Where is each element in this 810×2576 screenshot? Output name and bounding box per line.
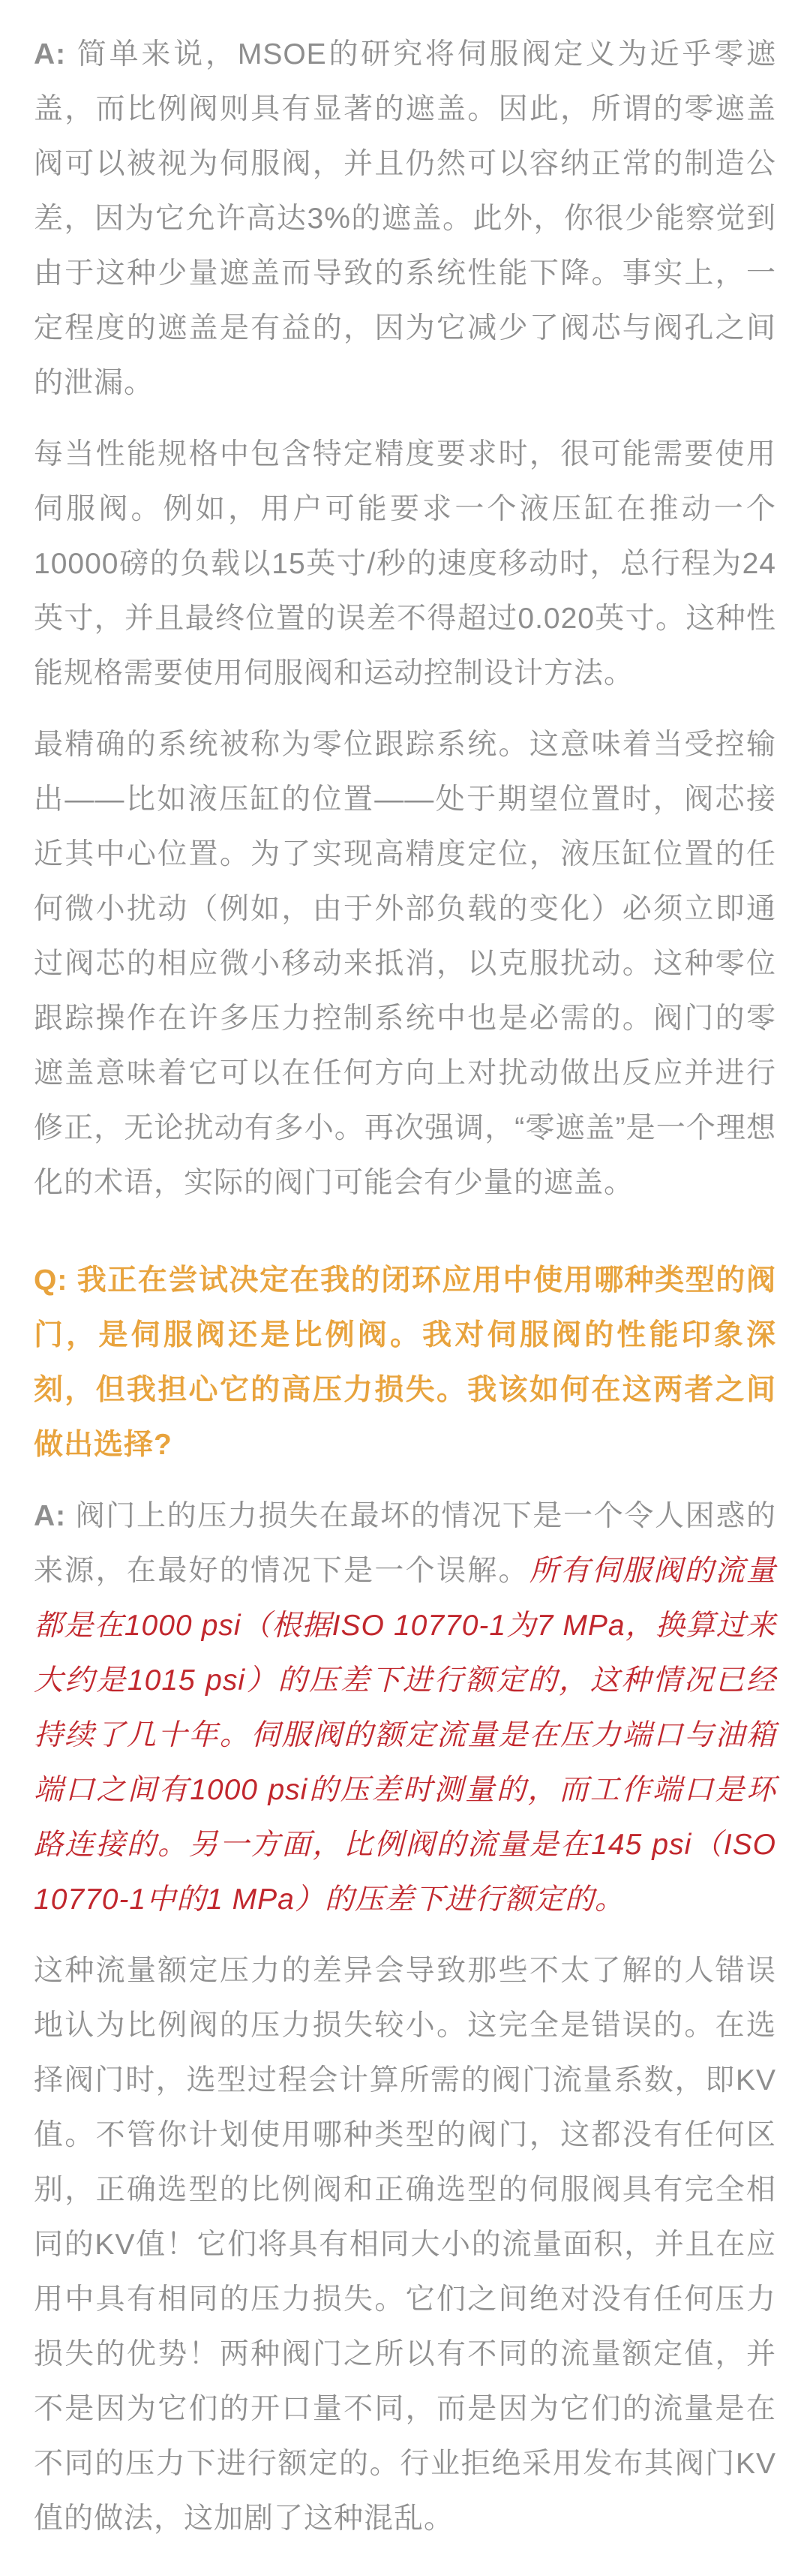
answer1-paragraph-1 (34, 27, 776, 410)
answer2-text-2: 这种流量额定压力的差异会导致那些不太了解的人错误地认为比例阀的压力损失较小。这完全是错误的。在选择阀门时，选型过程会计算所需的阀门流量系数，即KV值。不管你计划使用哪种类型的阀门，这都没有任何区别，正确选型的比例阀和正确选型的伺服阀具有完全相同的KV值！它们将具有相同大小的流量面积，并且在应用中具有相同的压力损失。它们之间绝对没有任何压力损失的优势！两种阀门之所以有不同的流量额定值，并不是因为它们的开口量不同，而是因为它们的流量是在不同的压力下进行额定的。行业拒绝采用发布其阀门KV值的做法，这加剧了这种混乱。 (34, 1955, 776, 2535)
answer2-paragraph-2 (34, 1943, 776, 2546)
answer1-paragraph-3 (34, 717, 776, 1210)
answer1-text-3: 最精确的系统被称为零位跟踪系统。这意味着当受控输出——比如液压缸的位置——处于期望位置时，阀芯接近其中心位置。为了实现高精度定位，液压缸位置的任何微小扰动（例如，由于外部负载的变化）必须立即通过阀芯的相应微小移动来抵消，以克服扰动。这种零位跟踪操作在许多压力控制系统中也是必需的。阀门的零遮盖意味着它可以在任何方向上对扰动做出反应并进行修正，无论扰动有多小。再次强调，“零遮盖”是一个理想化的术语，实际的阀门可能会有少量的遮盖。 (34, 729, 776, 1199)
question-text: 我正在尝试决定在我的闭环应用中使用哪种类型的阀门，是伺服阀还是比例阀。我对伺服阀的性能印象深刻，但我担心它的高压力损失。我该如何在这两者之间做出选择? (34, 1264, 776, 1461)
question-paragraph (34, 1253, 776, 1472)
answer1-text-1: 简单来说，MSOE的研究将伺服阀定义为近乎零遮盖，而比例阀则具有显著的遮盖。因此，所谓的零遮盖阀可以被视为伺服阀，并且仍然可以容纳正常的制造公差，因为它允许高达3%的遮盖。此外，你很少能察觉到由于这种少量遮盖而导致的系统性能下降。事实上，一定程度的遮盖是有益的，因为它减少了阀芯与阀孔之间的泄漏。 (34, 38, 776, 399)
answer-label: A: (34, 1500, 76, 1532)
answer1-paragraph-2 (34, 427, 776, 701)
answer2-lead-text: 阀门上的压力损失在最坏的情况下是一个令人困惑的来源，在最好的情况下是一个误解。 (34, 1500, 776, 1587)
answer1-text-2: 每当性能规格中包含特定精度要求时，很可能需要使用伺服阀。例如，用户可能要求一个液压缸在推动一个10000磅的负载以15英寸/秒的速度移动时，总行程为24英寸，并且最终位置的误差不得超过0.020英寸。这种性能规格需要使用伺服阀和运动控制设计方法。 (34, 438, 776, 690)
answer2-emphasis-text: 所有伺服阀的流量都是在1000 psi（根据ISO 10770-1为7 MPa，换算过来大约是1015 psi）的压差下进行额定的，这种情况已经持续了几十年。伺服阀的额定流量是在压力端口与油箱端口之间有1000 psi的压差时测量的，而工作端口是环路连接的。另一方面，比例阀的流量是在145 psi（ISO 10770-1中的1 MPa）的压差下进行额定的。 (34, 1555, 776, 1916)
question-label: Q: (34, 1264, 77, 1297)
answer-label: A: (34, 38, 77, 71)
answer2-paragraph-1 (34, 1489, 776, 1927)
